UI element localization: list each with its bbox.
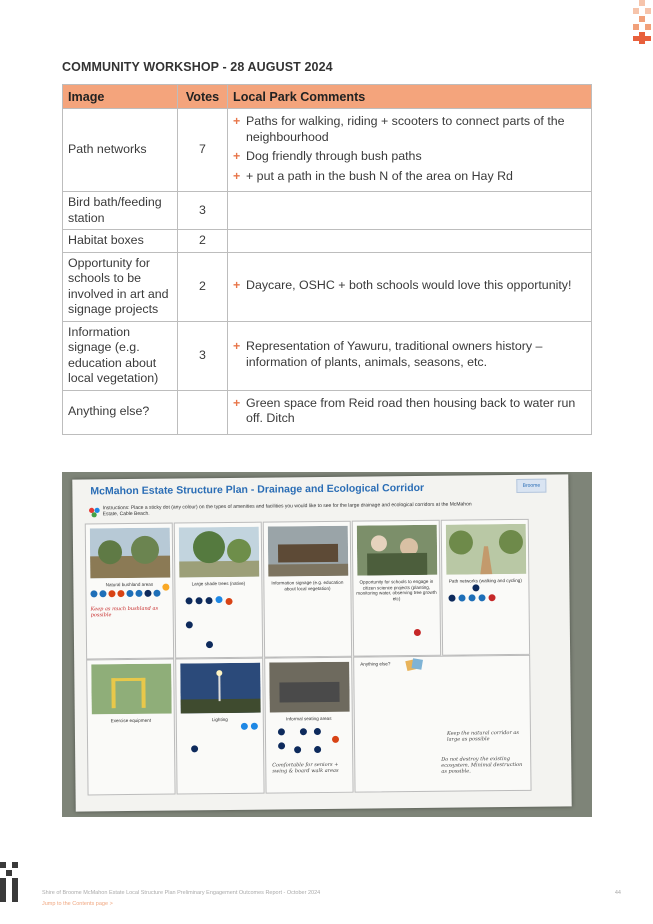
comment-text: Dog friendly through bush paths	[246, 149, 422, 163]
comment-item	[233, 339, 586, 370]
workshop-table	[62, 84, 592, 435]
row-votes: 2	[178, 252, 228, 321]
row-comments	[228, 390, 592, 434]
sticky-dot	[206, 597, 213, 604]
cell-caption: Informal seating areas	[286, 715, 332, 722]
sticky-dot	[196, 597, 203, 604]
sticky-dot	[478, 594, 485, 601]
poster-cell-seating	[264, 657, 353, 794]
sticky-dot	[108, 590, 115, 597]
poster-cell-anything-else	[353, 655, 531, 793]
row-image-label: Opportunity for schools to be involved in art and signage projects	[63, 252, 178, 321]
sticky-dot	[314, 746, 321, 753]
seating-photo	[269, 662, 350, 713]
table-row	[63, 252, 592, 321]
comment-item	[233, 149, 586, 165]
comment-item	[233, 278, 586, 294]
poster-cell-shade-trees	[174, 522, 263, 659]
row-votes: 7	[178, 109, 228, 192]
sticky-dot	[294, 746, 301, 753]
row-comments	[228, 230, 592, 253]
comment-item	[233, 169, 586, 185]
shire-logo	[516, 479, 546, 493]
plus-bullet-icon: +	[233, 114, 241, 128]
sticky-dot	[414, 629, 421, 636]
handwritten-note: Keep the natural corridor as large as possible	[446, 729, 519, 743]
poster-instructions: Instructions: Place a sticky dot (any colour) on the types of amenities and facilities you would like to see for the large drainage and ecological corridors at the McMahon Estate, Cable Beach.	[102, 501, 472, 518]
sticky-dot	[300, 728, 307, 735]
sticky-dot	[135, 590, 142, 597]
cell-caption: Path networks (walking and cycling)	[448, 577, 522, 584]
sticky-dot	[186, 597, 193, 604]
sticky-dot	[117, 590, 124, 597]
handwritten-note: Comfortable for seniors + swing & board walk areas	[272, 761, 339, 775]
cell-caption: Anything else?	[360, 661, 391, 667]
row-votes: 3	[178, 192, 228, 230]
row-image-label: Information signage (e.g. education about local vegetation)	[63, 321, 178, 390]
comment-text: Green space from Reid road then housing back to water run off. Ditch	[246, 395, 576, 425]
plus-bullet-icon: +	[233, 339, 241, 353]
plus-bullet-icon: +	[233, 395, 241, 410]
cell-caption: Opportunity for schools to engage in citizen science projects (planting, monitoring water, observing tree growth etc)	[356, 578, 437, 601]
sticky-dot	[278, 742, 285, 749]
lighting-photo	[180, 663, 261, 714]
poster-cell-paths	[441, 519, 530, 656]
cell-caption: Information signage (e.g. education about local vegetation)	[271, 579, 344, 591]
exercise-photo	[91, 664, 172, 715]
sticky-note-icon	[404, 657, 424, 673]
cell-caption: Natural bushland areas	[105, 581, 154, 588]
table-row	[63, 230, 592, 253]
table-row	[63, 192, 592, 230]
comment-item	[233, 114, 586, 145]
signage-photo	[268, 526, 349, 577]
sticky-dot	[449, 595, 456, 602]
brand-page-mark	[0, 862, 18, 902]
row-image-label: Path networks	[63, 109, 178, 192]
row-votes	[178, 390, 228, 434]
comment-text: + put a path in the bush N of the area on Hay Rd	[246, 168, 513, 183]
poster-cell-bushland	[85, 523, 174, 660]
sticky-dot	[226, 598, 233, 605]
page-number: 44	[614, 890, 621, 896]
sticky-dot	[144, 590, 151, 597]
table-row	[63, 321, 592, 390]
poster-title: McMahon Estate Structure Plan - Drainage and Ecological Corridor	[90, 481, 425, 498]
sticky-dot	[162, 584, 169, 591]
sticky-dot	[191, 745, 198, 752]
row-comments	[228, 109, 592, 192]
handwritten-note: Keep as much bushland as possible	[90, 605, 159, 619]
col-header-image: Image	[63, 85, 178, 109]
sticky-dot	[332, 736, 339, 743]
sticky-dot	[488, 594, 495, 601]
sticky-dot	[251, 723, 258, 730]
row-comments	[228, 321, 592, 390]
row-votes: 2	[178, 230, 228, 253]
plus-bullet-icon: +	[233, 168, 241, 183]
table-row	[63, 390, 592, 434]
plus-bullet-icon: +	[233, 149, 241, 163]
poster-cell-schools	[352, 520, 441, 657]
comment-item	[233, 396, 586, 427]
brand-corner-mark	[633, 0, 651, 50]
row-comments	[228, 192, 592, 230]
poster-cell-exercise	[86, 659, 175, 796]
cell-caption: Exercise equipment	[110, 717, 151, 724]
row-image-label: Bird bath/feeding station	[63, 192, 178, 230]
logo-text: Broome	[522, 482, 541, 489]
comment-text: Representation of Yawuru, traditional owners history – information of plants, animals, seasons, etc.	[246, 339, 543, 369]
sticky-dots-icon	[89, 507, 101, 517]
schools-photo	[357, 525, 438, 576]
comment-text: Daycare, OSHC + both schools would love this opportunity!	[246, 277, 572, 292]
comment-text: Paths for walking, riding + scooters to connect parts of the neighbourhood	[246, 114, 565, 144]
handwritten-note: Do not destroy the existing ecosystem. Minimal destruction as possible.	[441, 756, 523, 775]
sticky-dot	[468, 594, 475, 601]
cell-caption: Lighting	[211, 716, 228, 723]
plus-bullet-icon: +	[233, 277, 241, 292]
sticky-dot	[314, 728, 321, 735]
sticky-dot	[186, 621, 193, 628]
section-heading: COMMUNITY WORKSHOP - 28 AUGUST 2024	[62, 60, 333, 74]
sticky-dot	[472, 584, 479, 591]
bushland-photo	[90, 528, 171, 579]
poster-cell-lighting	[175, 658, 264, 795]
table-header-row	[63, 85, 592, 109]
cell-caption: Large shade trees (native)	[191, 580, 246, 587]
row-votes: 3	[178, 321, 228, 390]
sticky-dot	[278, 728, 285, 735]
table-row	[63, 109, 592, 192]
sticky-dot	[216, 596, 223, 603]
sticky-dot	[206, 641, 213, 648]
row-comments	[228, 252, 592, 321]
poster-cell-signage	[263, 521, 352, 658]
row-image-label: Habitat boxes	[63, 230, 178, 253]
footer-text: Shire of Broome McMahon Estate Local Structure Plan Preliminary Engagement Outcomes Report - October 2024	[42, 890, 321, 896]
sticky-dot	[153, 590, 160, 597]
sticky-dot	[126, 590, 133, 597]
col-header-comments: Local Park Comments	[228, 85, 592, 109]
poster-board	[72, 474, 571, 811]
contents-link[interactable]: Jump to the Contents page >	[42, 901, 113, 907]
row-image-label: Anything else?	[63, 390, 178, 434]
path-photo	[446, 524, 527, 575]
col-header-votes: Votes	[178, 85, 228, 109]
shade-trees-photo	[179, 527, 260, 578]
sticky-dot	[99, 590, 106, 597]
workshop-poster-photo	[62, 472, 592, 817]
sticky-dot	[90, 590, 97, 597]
sticky-dot	[459, 594, 466, 601]
sticky-dot	[241, 723, 248, 730]
